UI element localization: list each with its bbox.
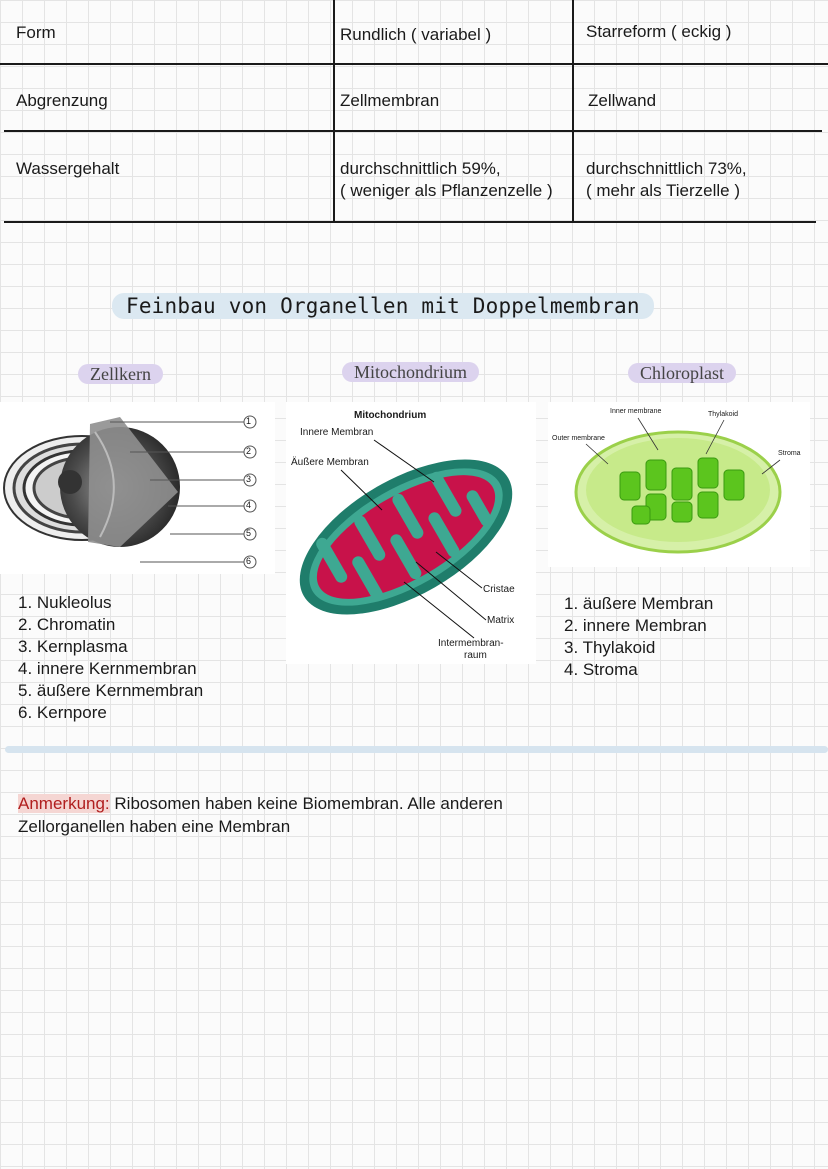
chloroplast-illustration <box>548 402 810 567</box>
row-boundary-plant: Zellwand <box>588 91 657 110</box>
nucleus-callout-6: 6 <box>246 556 252 566</box>
row-boundary-animal: Zellmembran <box>340 91 440 110</box>
list-item: 3. Thylakoid <box>564 638 656 657</box>
nucleus-callout-5: 5 <box>246 528 252 538</box>
mito-label-outer: Äußere Membran <box>291 457 369 468</box>
chloro-label-stroma: Stroma <box>778 450 801 457</box>
mito-label-intermembrane-1: Intermembran- <box>438 638 504 649</box>
list-item: 2. innere Membran <box>564 616 707 635</box>
chloroplast-title: Chloroplast <box>628 363 736 383</box>
row-form-plant: Starreform ( eckig ) <box>586 22 732 41</box>
mito-label-matrix: Matrix <box>487 615 515 626</box>
nucleus-callout-4: 4 <box>246 500 252 510</box>
chloro-label-thylakoid: Thylakoid <box>708 411 738 418</box>
remark-label: Anmerkung: <box>18 794 110 813</box>
list-item: 3. Kernplasma <box>18 637 128 656</box>
chloro-label-inner: Inner membrane <box>610 408 662 415</box>
mitochondrium-title: Mitochondrium <box>342 362 479 382</box>
remark-text: Ribosomen haben keine Biomembran. Alle anderen Zellorganellen haben eine Membran <box>18 794 503 836</box>
chloroplast-figure <box>548 402 810 567</box>
row-water-animal-line1: durchschnittlich 59%, <box>340 159 501 178</box>
mito-label-cristae: Cristae <box>483 584 515 595</box>
nucleus-callout-2: 2 <box>246 446 252 456</box>
table-vline-2 <box>572 0 574 222</box>
list-item: 1. Nukleolus <box>18 593 112 612</box>
nucleus-illustration <box>0 402 275 574</box>
row-water-animal-line2: ( weniger als Pflanzenzelle ) <box>340 181 553 200</box>
row-boundary-label: Abgrenzung <box>16 91 108 110</box>
nucleus-callout-1: 1 <box>246 416 252 426</box>
list-item: 4. innere Kernmembran <box>18 659 197 678</box>
table-vline-1 <box>333 0 335 222</box>
list-item: 2. Chromatin <box>18 615 116 634</box>
mito-label-intermembrane-2: raum <box>464 650 487 661</box>
zellkern-title: Zellkern <box>78 364 163 384</box>
list-item: 4. Stroma <box>564 660 638 679</box>
mitochondrion-figure <box>286 402 536 664</box>
row-water-plant-line2: ( mehr als Tierzelle ) <box>586 181 740 200</box>
table-hline-2 <box>4 130 822 132</box>
row-water-plant-line1: durchschnittlich 73%, <box>586 159 747 178</box>
table-hline-1 <box>0 63 828 65</box>
list-item: 6. Kernpore <box>18 703 107 722</box>
nucleus-list <box>18 592 203 724</box>
section-divider <box>5 746 828 753</box>
list-item: 5. äußere Kernmembran <box>18 681 204 700</box>
nucleus-figure <box>0 402 275 574</box>
row-form-label: Form <box>16 23 56 42</box>
mito-figure-title: Mitochondrium <box>354 410 427 421</box>
row-water-label: Wassergehalt <box>16 159 120 178</box>
chloroplast-list <box>564 593 713 681</box>
nucleus-callout-3: 3 <box>246 474 252 484</box>
section-heading: Feinbau von Organellen mit Doppelmembran <box>112 293 654 319</box>
mito-label-inner: Innere Membran <box>300 427 374 438</box>
remark <box>18 792 578 838</box>
row-form-animal: Rundlich ( variabel ) <box>340 25 492 44</box>
table-hline-3 <box>4 221 816 223</box>
chloro-label-outer: Outer membrane <box>552 435 605 442</box>
list-item: 1. äußere Membran <box>564 594 714 613</box>
